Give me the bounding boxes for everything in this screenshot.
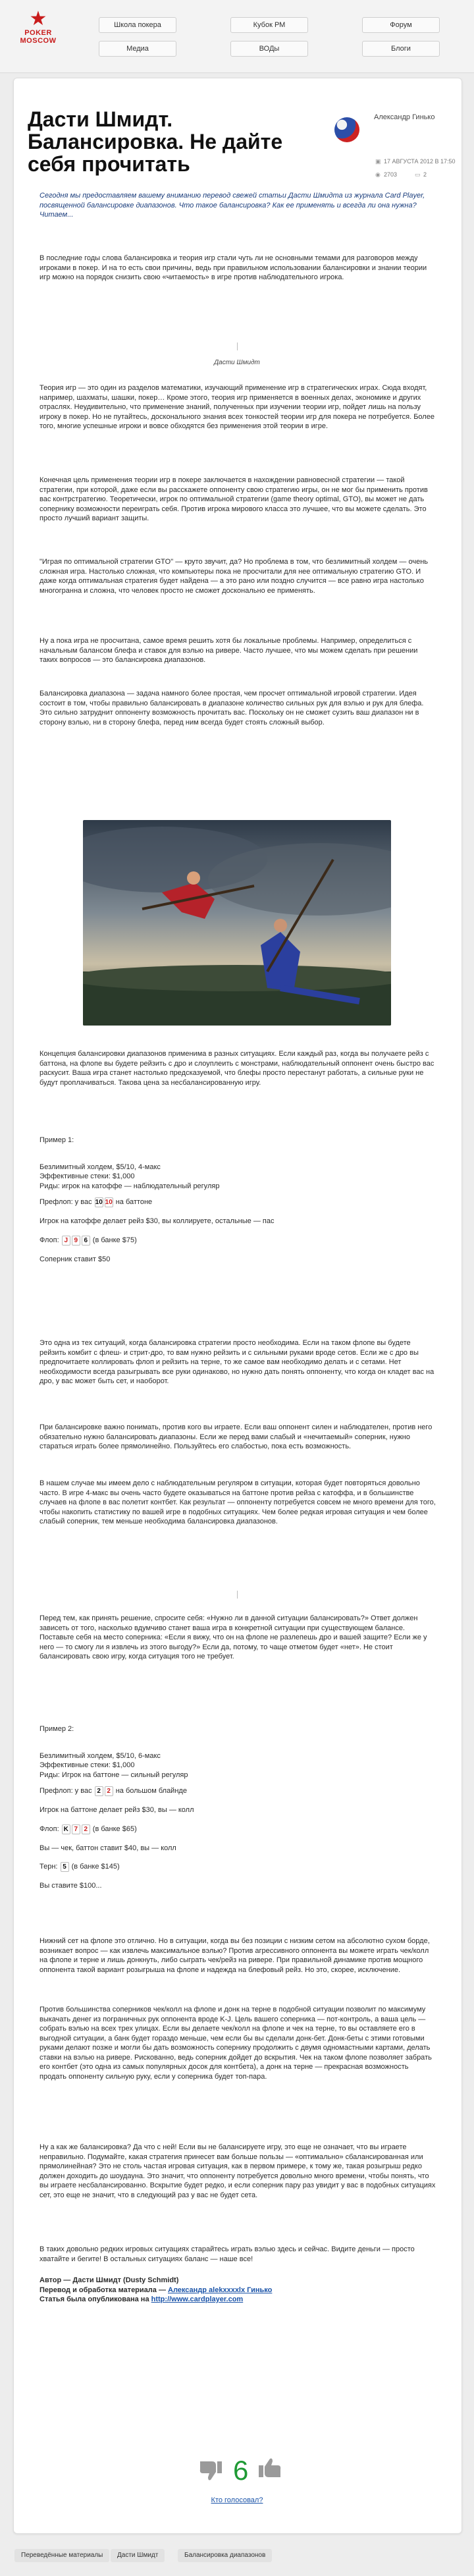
ex2-flop: Флоп: K 7 2 (в банке $65): [40, 1824, 137, 1833]
thumbs-up-icon[interactable]: [257, 2456, 283, 2481]
paragraph-14: [40, 2143, 436, 2200]
site-header: [0, 0, 474, 73]
ex2-turn: Терн: 5 (в банке $145): [40, 1863, 120, 1871]
ex1-stack: Эффективные стеки: $1,000: [40, 1172, 135, 1180]
ex2-action1: Игрок на баттоне делает рейз $30, вы — колл: [40, 1806, 194, 1814]
breadcrumb: [0, 2541, 474, 2576]
separator: [237, 1591, 240, 1599]
calendar-icon: ▣: [375, 158, 381, 165]
translator-link[interactable]: Александр alekxxxxlx Гинько: [168, 2286, 273, 2294]
p8-text: Это одна из тех ситуаций, когда балансировка стратегии просто необходима. Если на таком флопе вы будете рейзить комбит с флеш- и стрит-дро, то вам нужно рейзить и с сильными руками вроде сетов. Если же с дро вы предпочитаете коллировать флоп и рейзить на терне, то же самое вам необходимо делать и с сетами. Нет необходимости всегда разыгрывать все руки одинаково, но нужно дать понять оппоненту, что когда он кладет вас на дро, у вас может быть сет, и наоборот.: [40, 1339, 434, 1385]
paragraph-3: [40, 476, 436, 524]
card: 7: [72, 1824, 80, 1834]
paragraph-4: [40, 557, 436, 595]
breadcrumb-item[interactable]: Балансировка диапазонов: [178, 2549, 272, 2562]
ex1-flop: Флоп: J 9 6 (в банке $75): [40, 1236, 137, 1244]
source-link[interactable]: http://www.cardplayer.com: [151, 2295, 244, 2303]
ex1-label: Пример 1:: [40, 1136, 74, 1144]
nav-blogs[interactable]: Блоги: [362, 41, 440, 57]
nav-media[interactable]: Медиа: [99, 41, 176, 57]
p13-text: Против большинства соперников чек/колл на флопе и донк на терне в подобной ситуации позволит по максимуму выкачать денег из пограничных рук оппонента вроде K‑J. Цель вашего соперника — пот-контроль, а ваша цель — собрать вэлью на всех трех улицах. Если вы делаете чек/колл на флопе и чек на терне, то вы оставляете его в выгодной ситуации, а банк будет гораздо меньше, чем если бы вы сделали донк-бет. Донк-беты с этими готовыми руками делают позже и могли бы дать возможность сопернику продолжить с двумя одномастными картами, делать ставки на вэлью на ривере. Рискованно, ведь соперник дойдет до вскрытия. Чек на таком флопе позволяет забрать его контбет (это одна из самых популярных досок для контбета), а донк на терне — прекрасная возможность продать оппоненту сильную руку, если у соперника будет топ-пара.: [40, 2006, 432, 2081]
star-icon: ★: [29, 8, 47, 30]
vote-score: 6: [233, 2455, 249, 2486]
p3-text: Конечная цель применения теории игр в покере заключается в нахождении равновесной стратегии — такой стратегии, при которой, даже если вы расскажете оппоненту свою стратегию игры, он не мог бы применить против вас контрстратегию. Теоретически, игрок по оптимальной стратегии (game theory optimal, GTO), вы может не дать сопернику возможности переиграть себя. Против игрока мирового класса это лучшее, что вы можете сделать. Это просто лучший вариант защиты.: [40, 476, 428, 522]
card: J: [62, 1236, 70, 1246]
card: 5: [61, 1862, 69, 1872]
eye-icon: ◉: [375, 171, 381, 178]
paragraph-15: [40, 2245, 436, 2264]
card: 6: [82, 1236, 90, 1246]
p4-text: "Играя по оптимальной стратегии GTO" — круто звучит, да? Но проблема в том, что безлимитный холдем — очень сложная игра. Настолько сложная, что компьютеры пока не просчитали для нее оптимальную стратегию GTO. И даже когда оптимальная стратегия будет найдена — а это рано или поздно случится — все равно игра настолько многогранна и сложна, что человек просто не сможет досконально ее применять.: [40, 558, 428, 595]
paragraph-5: [40, 636, 436, 665]
credit-translator: Перевод и обработка материала — Александр alekxxxxlx Гинько: [40, 2286, 273, 2294]
paragraph-12: [40, 1936, 436, 1975]
p7-text: Концепция балансировки диапазонов применима в разных ситуациях. Если каждый раз, когда вы получаете рейз с баттона, на флопе вы будете рейзить с дро и слоуплеить с монстрами, наблюдательный оппонент очень быстро вас раскусит. Ваша игра станет настолько предсказуемой, что блефы просто перестанут работать, а сильные руки не будут проплачиваться. Такова цена за несбалансированную игру.: [40, 1050, 434, 1087]
breadcrumb-item[interactable]: Дасти Шмидт: [111, 2549, 165, 2562]
author-avatar-icon[interactable]: [334, 117, 359, 142]
credits: [40, 2276, 436, 2305]
ex1-action1: Игрок на катоффе делает рейз $30, вы коллируете, остальные — пас: [40, 1217, 275, 1225]
ex2-game: Безлимитный холдем, $5/10, 6-макс: [40, 1751, 161, 1760]
ex2-action3: Вы ставите $100...: [40, 1882, 102, 1890]
nav-school[interactable]: Школа покера: [99, 17, 176, 33]
paragraph-11: [40, 1614, 436, 1662]
p9-text: При балансировке важно понимать, против кого вы играете. Если ваш оппонент силен и наблюдателен, против него обязательно нужно балансировать диапазоны. Если же перед вами слабый и «нечитаемый» соперник, нужно стараться играть более прямолинейно. Пользуйтесь его слабостью, пока есть возможность.: [40, 1423, 433, 1450]
p6-text: Балансировка диапазона — задача намного более простая, чем просчет оптимальной игровой стратегии. Идея состоит в том, чтобы правильно балансировать в диапазоне количество сильных рук для вэлью и рук для блефа. Это сильно затруднит оппоненту возможность прочитать вас. Поскольку он не сможет сузить ваш диапазон ни в сторону вэлью, ни в сторону блефа, перед ним всегда будет стоять сложный выбор.: [40, 690, 424, 726]
logo-line1: POKER: [24, 29, 52, 37]
card: K: [62, 1824, 70, 1834]
ex2-action2: Вы — чек, баттон ставит $40, вы — колл: [40, 1844, 176, 1852]
p12-text: Нижний сет на флопе это отлично. Но в ситуации, когда вы без позиции с низким сетом на абсолютно сухом борде, возникает вопрос — как извлечь максимальное вэлью? Против агрессивного оппонента вы можете играть чек/колл на флопе и терне и лишь донкнуть, либо сыграть чек/рейз на ривере. При правильной динамике против мощного оппонента такой вариант розыгрыша на флопе и надежда на блефовый рейз. Но это, скорее, исключение.: [40, 1937, 430, 1974]
p15-text: В таких довольно редких игровых ситуациях старайтесь играть вэлью здесь и сейчас. Видите деньги — просто хватайте и бегите! В остальных ситуациях баланс — наше все!: [40, 2245, 415, 2263]
photo-caption: Дасти Шмидт: [214, 359, 260, 366]
thumbs-down-icon[interactable]: [198, 2457, 224, 2482]
ex2-reads: Риды: Игрок на баттоне — сильный регуляр: [40, 1770, 188, 1779]
logo-line2: MOSCOW: [20, 37, 57, 45]
p14-text: Ну а как же балансировка? Да что с ней! Если вы не балансируете игру, это еще не означает, что вы играете неправильно. Подумайте, какая стратегия принесет вам больше пользы — «оптимально» сбалансированная или прямолинейная? Это не столь частая игровая ситуация, как в первом примере, к тому же, такая розыгрыш редко должен доходить до шоудауна. Это значит, что оппоненту потребуется довольно много времени, чтобы понять, что вы играете несбалансированно. Вскрытие будет редко, и если соперник пару раз увидит у вас в подобных ситуациях сет, это еще не значит, что в следующий раз у вас не будет сета.: [40, 2143, 436, 2199]
example-2: [40, 1724, 436, 1891]
comment-icon: ▭: [415, 171, 421, 178]
card: 2: [82, 1824, 90, 1834]
credit-author: Автор — Дасти Шмидт (Dusty Schmidt): [40, 2276, 179, 2284]
intro-text: Сегодня мы предоставляем вашему вниманию перевод свежей статьи Дасти Шмидта из журнала Card Player, посвященной балансировке диапазонов. Что такое балансировка? Как ее применять и всегда ли она нужна? Читаем...: [40, 192, 425, 219]
paragraph-7: [40, 1049, 436, 1087]
nav-cup[interactable]: Кубок РМ: [230, 17, 308, 33]
photo-illustration: [83, 820, 391, 1026]
article-photo: [83, 820, 391, 1026]
ex2-stack: Эффективные стеки: $1,000: [40, 1761, 135, 1769]
p11-text: Перед тем, как принять решение, спросите себя: «Нужно ли в данной ситуации балансировать?» Ответ должен зависеть от того, насколько вдумчиво станет ваша игра в конкретной ситуации при существующем балансе. Поставьте себя на место соперника: «Если я вижу, что он на флопе не разлепешь дро и вашей защите? Если же у него — то смогу ли я извлечь из этого выгоду?» Если да, потому, то чаще отметом будет «нет». Не стоит балансировать свою игру, когда ситуация того не требует.: [40, 1614, 427, 1660]
example-1: [40, 1136, 436, 1264]
paragraph-8: [40, 1338, 436, 1386]
author-name[interactable]: Александр Гинько: [374, 113, 435, 121]
ex1-reads: Риды: игрок на катоффе — наблюдательный регуляр: [40, 1182, 220, 1190]
paragraph-9: [40, 1423, 436, 1452]
comment-count[interactable]: ▭ 2: [415, 171, 427, 178]
ex2-label: Пример 2:: [40, 1725, 74, 1733]
card: 2: [105, 1786, 113, 1796]
card: 10: [105, 1199, 113, 1206]
ex1-game: Безлимитный холдем, $5/10, 4-макс: [40, 1163, 161, 1171]
nav-forum[interactable]: Форум: [362, 17, 440, 33]
separator: [237, 343, 240, 350]
paragraph-2: [40, 383, 436, 431]
article-title: Дасти Шмидт. Балансировка. Не дайте себя прочитать: [28, 107, 283, 176]
ex1-action2: Соперник ставит $50: [40, 1255, 111, 1263]
paragraph-6: [40, 689, 436, 727]
p5-text: Ну а пока игра не просчитана, самое время решить хотя бы локальные проблемы. Например, определиться с начальным балансом блефа и ставок для вэлью на ривере. Часто лучшее, что мы можем сделать при решении таких вопросов — это балансировка диапазонов.: [40, 637, 418, 664]
paragraph-1: [40, 254, 436, 283]
paragraph-13: [40, 2005, 436, 2081]
ex2-preflop: Префлоп: у вас 2 2 на большом блайнде: [40, 1787, 187, 1795]
site-logo[interactable]: [18, 9, 58, 45]
view-count: ◉ 2703: [375, 171, 398, 178]
who-voted-link[interactable]: Кто голосовал?: [211, 2496, 263, 2504]
nav-vods[interactable]: ВОДы: [230, 41, 308, 57]
post-date: ▣ 17 АВГУСТА 2012 В 17:50: [375, 158, 456, 165]
paragraph-10: [40, 1479, 436, 1527]
p10-text: В нашем случае мы имеем дело с наблюдательным регуляром в ситуации, которая будет повторяться довольно часто. В игре 4-макс вы очень часто будете оказываться на баттоне против рейза с катоффа, и в большинстве случаев на флопе в вас полетит контбет. Как результат — оппоненту потребуется совсем не много времени для того, чтобы накопить статистику по вашей игре в подобных ситуациях. Чем более редкая игровая ситуация и чем более слабый соперник, тем меньше необходима балансировка диапазонов.: [40, 1479, 436, 1525]
p2-text: Теория игр — это один из разделов математики, изучающий применение игр в стратегических играх. Сюда входят, например, шахматы, шашки, покер… Кроме этого, теория игр применяется в военных делах, экономике и других отраслях. Неудивительно, что применение знаний, полученных при изучении теории игр, пойдет лишь на пользу игроку в покер. Но не путайтесь, досконального знания всех тонкостей теории игр для покера не потребуется. Более того, многие успешные игроки и вовсе обходятся без применения этой теории в игре.: [40, 384, 434, 430]
breadcrumb-item[interactable]: Переведённые материалы: [14, 2549, 109, 2562]
ex1-preflop: Префлоп: у вас 10 10 на баттоне: [40, 1198, 153, 1206]
card: 10: [95, 1199, 103, 1206]
card: 2: [95, 1786, 103, 1796]
p1-text: В последние годы слова балансировка и теория игр стали чуть ли не основными темами для разговоров между игроками в покер. И на то есть свои причины, ведь при правильном использовании балансировки и знании теории игр можно на порядок снизить свою «читаемость» в игре против наблюдательного игрока.: [40, 254, 427, 281]
card: 9: [72, 1236, 80, 1246]
article-intro: [40, 191, 436, 220]
credit-source: Статья была опубликована на http://www.cardplayer.com: [40, 2295, 244, 2303]
